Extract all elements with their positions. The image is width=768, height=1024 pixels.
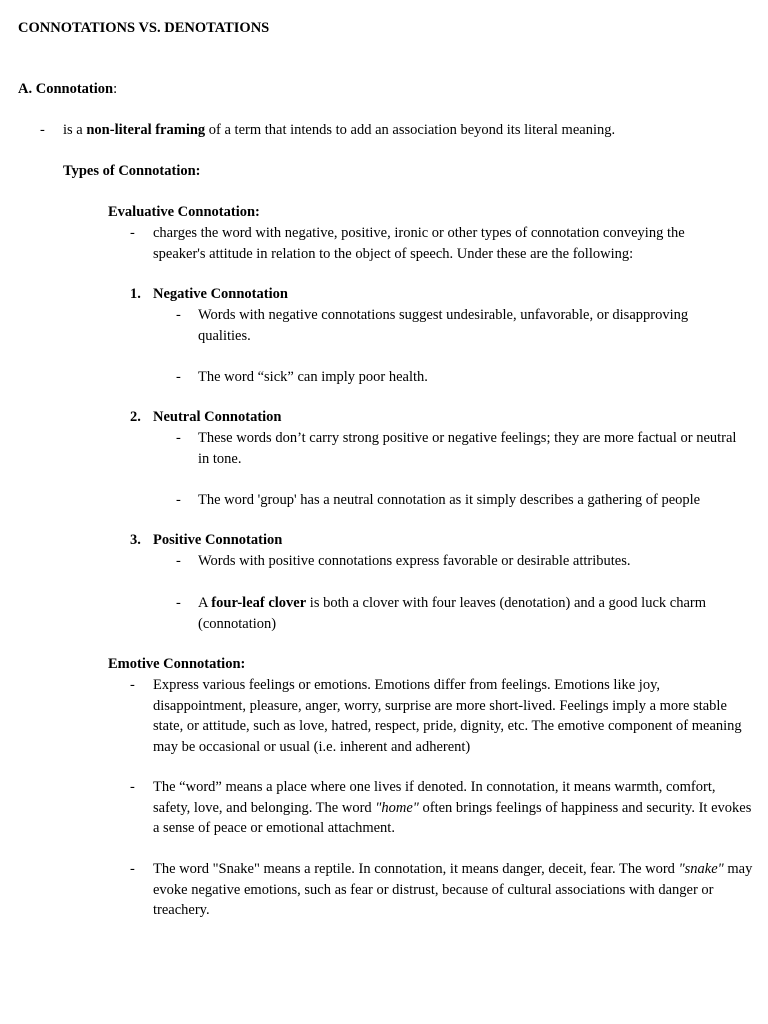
- document-title: CONNOTATIONS VS. DENOTATIONS: [18, 20, 270, 36]
- negative-connotation-example: The word “sick” can imply poor health.: [198, 369, 428, 385]
- example-text: The word "Snake" means a reptile. In connotation, it means danger, deceit, fear. The word: [153, 861, 679, 877]
- emotive-description: Express various feelings or emotions. Emotions differ from feelings. Emotions like joy, disappointment, pleasure, anger, worry, surprise are more short-lived. Feelings imply a more stable state, or attitude, such as love, hatred, respect, pride, dignity, etc. The emotive component of meaning may be occasional or usual (i.e. inherent and adherent): [153, 677, 742, 755]
- bullet-dash: -: [130, 225, 135, 241]
- section-a-heading: [18, 79, 117, 100]
- bullet-dash: -: [40, 122, 45, 138]
- evaluative-heading: Evaluative Connotation:: [108, 204, 260, 220]
- example-italic-term: "snake": [678, 861, 724, 877]
- list-number: 3.: [130, 532, 141, 548]
- emotive-home-example: [153, 777, 753, 839]
- section-a-colon: :: [113, 81, 118, 97]
- bullet-dash: -: [176, 553, 181, 569]
- emotive-snake-example: [153, 859, 753, 921]
- example-text: may evoke negative emotions, such as fear or distrust, because of cultural associations with danger or treachery.: [153, 861, 753, 918]
- neutral-connotation-definition: These words don’t carry strong positive or negative feelings; they are more factual or neutral in tone.: [198, 430, 737, 467]
- bullet-dash: -: [176, 430, 181, 446]
- evaluative-description: charges the word with negative, positive, ironic or other types of connotation conveying the speaker's attitude in relation to the object of speech. Under these are the following:: [153, 225, 685, 262]
- negative-connotation-definition: Words with negative connotations suggest undesirable, unfavorable, or disapproving qualities.: [198, 307, 689, 344]
- bullet-dash: -: [176, 492, 181, 508]
- bullet-dash: -: [176, 307, 181, 323]
- bullet-dash: -: [176, 595, 181, 611]
- example-bold-term: four-leaf clover: [211, 595, 307, 611]
- emotive-heading: Emotive Connotation:: [108, 656, 246, 672]
- neutral-connotation-example: The word 'group' has a neutral connotation as it simply describes a gathering of people: [198, 492, 701, 508]
- positive-connotation-title: Positive Connotation: [153, 532, 283, 548]
- connotation-definition: [63, 120, 753, 141]
- example-text: often brings feelings of happiness and security. It evokes a sense of peace or emotional attachment.: [153, 799, 752, 836]
- definition-text: is a: [63, 122, 87, 138]
- positive-connotation-definition: Words with positive connotations express favorable or desirable attributes.: [198, 553, 631, 569]
- negative-connotation-title: Negative Connotation: [153, 286, 288, 302]
- bullet-dash: -: [176, 369, 181, 385]
- example-text: A: [198, 595, 212, 611]
- definition-bold-term: non-literal framing: [86, 122, 206, 138]
- bullet-dash: -: [130, 861, 135, 877]
- definition-text: of a term that intends to add an association beyond its literal meaning.: [205, 122, 616, 138]
- section-a-label: A. Connotation: [18, 81, 114, 97]
- list-number: 2.: [130, 409, 141, 425]
- types-heading: Types of Connotation:: [63, 163, 201, 179]
- example-text: is both a clover with four leaves (denotation) and a good luck charm (connotation): [198, 595, 707, 632]
- bullet-dash: -: [130, 677, 135, 693]
- positive-connotation-example: [198, 593, 743, 634]
- bullet-dash: -: [130, 779, 135, 795]
- example-text: The “word” means a place where one lives if denoted. In connotation, it means warmth, comfort, safety, love, and belonging. The word: [153, 779, 716, 816]
- example-italic-term: "home": [375, 799, 419, 816]
- list-number: 1.: [130, 286, 141, 302]
- neutral-connotation-title: Neutral Connotation: [153, 409, 282, 425]
